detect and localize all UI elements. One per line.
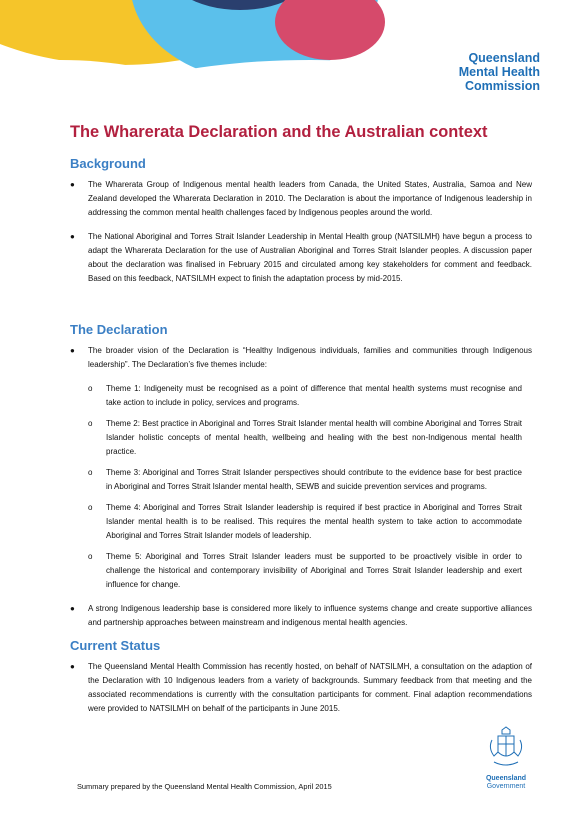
logo-line: Mental Health (458, 65, 540, 79)
list-item-text: A strong Indigenous leadership base is considered more likely to influence systems change and create supportive alliances and partnership approaches between mainstream and indigenous mental health agencies. (88, 604, 532, 627)
circle-bullet-icon: o (88, 552, 93, 561)
theme-item (70, 466, 532, 494)
list-item-text: The broader vision of the Declaration is “Healthy Indigenous individuals, families and communities through Indigenous leadership”. The Declaration’s five themes include: (88, 346, 532, 369)
section-heading-background: Background (70, 156, 146, 171)
bullet-icon: ● (70, 346, 75, 355)
gov-logo-line: Government (486, 783, 526, 790)
theme-item (70, 417, 532, 459)
logo-line: Commission (464, 79, 540, 93)
theme-text: Theme 4: Aboriginal and Torres Strait Islander leadership is required if best practice in Aboriginal and Torres Strait Islander mental health is to be realised. This requires the mental health system to take action to accommodate Aboriginal and Torres Strait Islander models of leadership. (106, 503, 522, 540)
queensland-government-logo (476, 726, 536, 791)
footer-text: Summary prepared by the Queensland Mental Health Commission, April 2015 (77, 782, 332, 791)
bullet-icon: ● (70, 604, 75, 613)
theme-item (70, 550, 532, 592)
bullet-icon: ● (70, 662, 75, 671)
circle-bullet-icon: o (88, 503, 93, 512)
gov-logo-line: Queensland (485, 775, 527, 782)
circle-bullet-icon: o (88, 468, 93, 477)
list-item-text: The Wharerata Group of Indigenous mental health leaders from Canada, the United States, Australia, Samoa and New Zealand developed the Wharerata Declaration in 2010. The Declaration is about the importance of Indigenous leadership in addressing the common mental health challenges faced by Indigenous peoples around the world. (88, 180, 532, 217)
circle-bullet-icon: o (88, 384, 93, 393)
page-title: The Wharerata Declaration and the Australian context (70, 123, 488, 141)
theme-item (70, 382, 532, 410)
declaration-list (70, 344, 532, 630)
section-heading-declaration: The Declaration (70, 322, 168, 337)
circle-bullet-icon: o (88, 419, 93, 428)
list-item (70, 230, 532, 286)
background-list (70, 178, 532, 286)
list-item (70, 602, 532, 630)
theme-text: Theme 2: Best practice in Aboriginal and Torres Strait Islander mental health will combine Aboriginal and Torres Strait Islander holistic concepts of mental health, wellbeing and healing with the best non-Indigenous mental health practice. (106, 419, 522, 456)
list-item-text: The Queensland Mental Health Commission has recently hosted, on behalf of NATSILMH, a consultation on the adaption of the Declaration with 10 Indigenous leaders from a variety of backgrounds. Summary feedback from that meeting and the associated recommendations is currently with the consultation participants for comment. Final adaption recommendations were provided to NATSILMH on behalf of the participants in June 2015. (88, 662, 532, 713)
list-item (70, 178, 532, 220)
list-item-text: The National Aboriginal and Torres Strait Islander Leadership in Mental Health group (NATSILMH) have begun a process to adapt the Wharerata Declaration for the use of Australian Aboriginal and Torres Strait Islander peoples. A discussion paper about the declaration was finalised in February 2015 and circulated among key stakeholders for comment and feedback. Based on this feedback, NATSILMH expect to finish the adaptation process by mid-2015. (88, 232, 532, 283)
list-item (70, 344, 532, 372)
list-item (70, 660, 532, 716)
coat-of-arms-icon (486, 726, 526, 770)
theme-text: Theme 5: Aboriginal and Torres Strait Islander leaders must be supported to be proactively visible in order to challenge the historical and contemporary invisibility of Aboriginal and Torres Strait Islander leadership and exert influence for change. (106, 552, 522, 589)
qmhc-logo (459, 51, 540, 93)
logo-line: Queensland (468, 51, 540, 65)
section-heading-status: Current Status (70, 638, 161, 653)
theme-text: Theme 3: Aboriginal and Torres Strait Islander perspectives should contribute to the evidence base for best practice in Aboriginal and Torres Strait Islander mental health, SEWB and suicide prevention services and programs. (106, 468, 522, 491)
bullet-icon: ● (70, 232, 75, 241)
theme-text: Theme 1: Indigeneity must be recognised as a point of difference that mental health systems must recognise and take action to include in policy, services and programs. (106, 384, 522, 407)
bullet-icon: ● (70, 180, 75, 189)
theme-item (70, 501, 532, 543)
status-list (70, 660, 532, 716)
